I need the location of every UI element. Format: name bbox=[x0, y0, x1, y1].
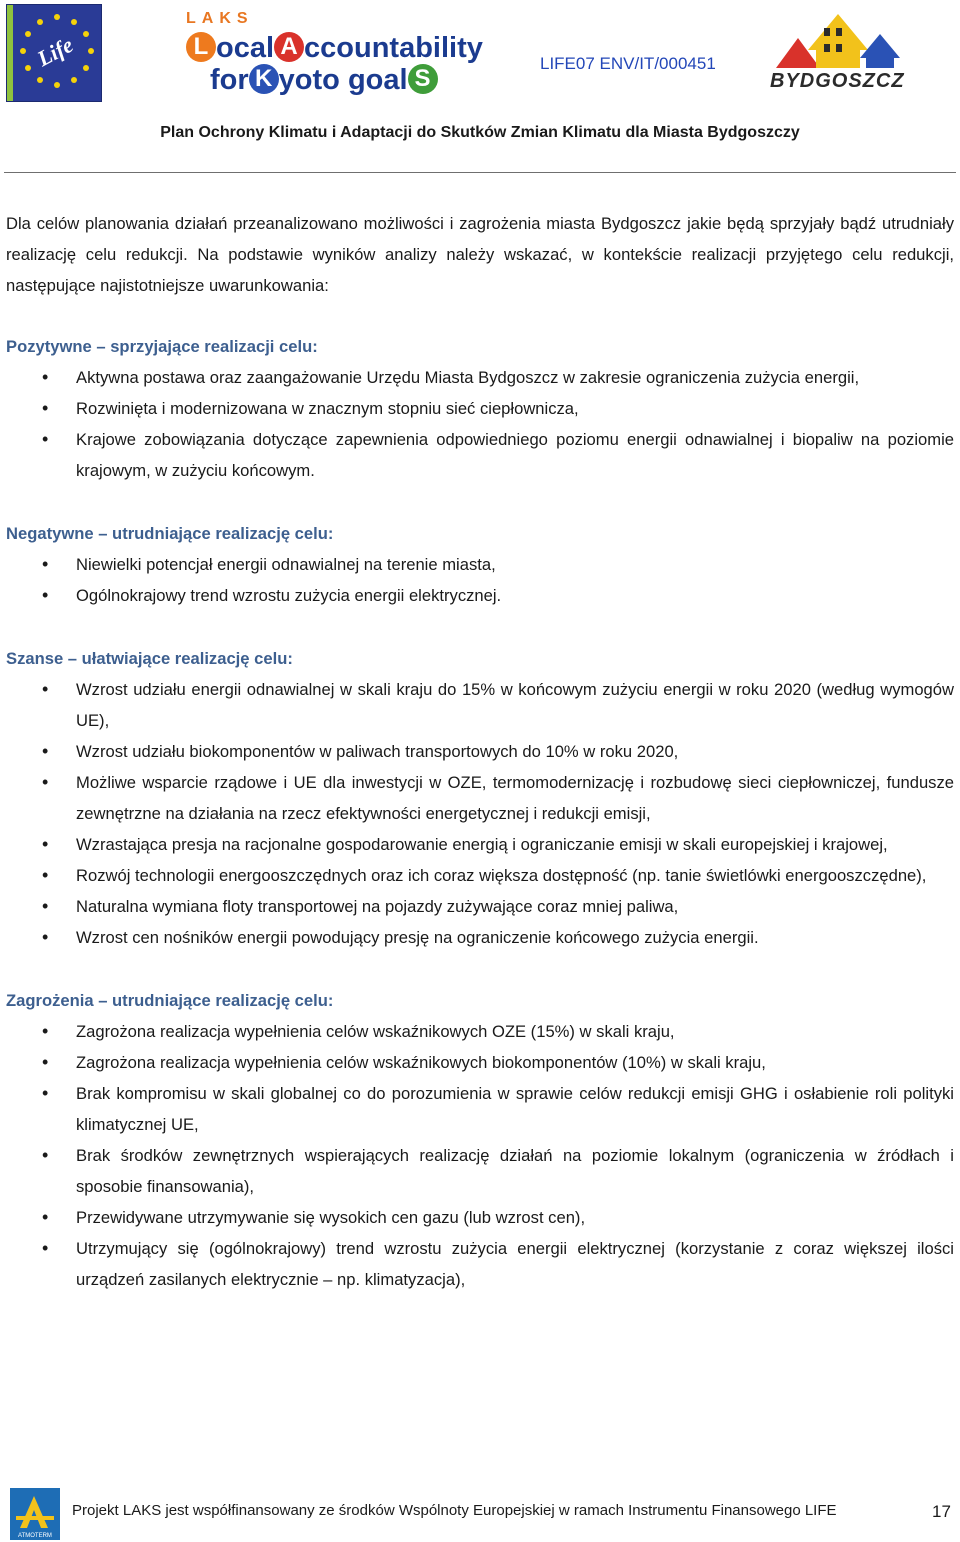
laks-word-for: for bbox=[210, 64, 249, 96]
laks-title-line1 bbox=[186, 32, 483, 65]
letter-bubble-l: L bbox=[186, 32, 216, 62]
list-item: • Możliwe wsparcie rządowe i UE dla inwestycji w OZE, termomodernizację i rozbudowę sieci ciepłowniczej, fundusze zewnętrzne na działania na rzecz efektywności energetycznej i redukcji emisji, bbox=[6, 767, 954, 829]
logo-green-strip bbox=[7, 5, 13, 102]
page-number: 17 bbox=[932, 1502, 951, 1521]
section-title-negative: Negatywne – utrudniające realizację celu: bbox=[6, 524, 334, 543]
threats-list bbox=[6, 1016, 954, 1295]
list-item: • Przewidywane utrzymywanie się wysokich cen gazu (lub wzrost cen), bbox=[6, 1202, 954, 1233]
list-item: • Wzrost udziału biokomponentów w paliwach transportowych do 10% w roku 2020, bbox=[6, 736, 954, 767]
list-item: • Zagrożona realizacja wypełnienia celów wskaźnikowych biokomponentów (10%) w skali kraju, bbox=[6, 1047, 954, 1078]
list-item: • Ogólnokrajowy trend wzrostu zużycia energii elektrycznej. bbox=[6, 580, 954, 611]
letter-bubble-k: K bbox=[249, 64, 279, 94]
opportunities-list bbox=[6, 674, 954, 953]
list-item: • Wzrost udziału energii odnawialnej w skali kraju do 15% w końcowym zużyciu energii w roku 2020 (według wymogów UE), bbox=[6, 674, 954, 736]
letter-bubble-a: A bbox=[274, 32, 304, 62]
life-eu-logo bbox=[6, 4, 102, 102]
list-item: • Brak kompromisu w skali globalnej co do porozumienia w sprawie celów redukcji emisji GHG i osłabienie roli polityki klimatycznej UE, bbox=[6, 1078, 954, 1140]
city-logo-text: BYDGOSZCZ bbox=[770, 70, 905, 92]
laks-small-title: LAKS bbox=[186, 10, 254, 27]
list-item: • Rozwinięta i modernizowana w znacznym stopniu sieć ciepłownicza, bbox=[6, 393, 954, 424]
footer-funding-text: Projekt LAKS jest współfinansowany ze środków Wspólnoty Europejskiej w ramach Instrumentu Finansowego LIFE bbox=[72, 1502, 837, 1519]
header-divider bbox=[4, 172, 956, 173]
project-code: LIFE07 ENV/IT/000451 bbox=[540, 54, 716, 73]
document-title: Plan Ochrony Klimatu i Adaptacji do Skutków Zmian Klimatu dla Miasta Bydgoszczy bbox=[160, 124, 800, 141]
list-item: • Niewielki potencjał energii odnawialnej na terenie miasta, bbox=[6, 549, 954, 580]
list-item: • Wzrastająca presja na racjonalne gospodarowanie energią i ograniczanie emisji w skali europejskiej i krajowej, bbox=[6, 829, 954, 860]
laks-title-line2 bbox=[210, 64, 438, 97]
atmoterm-logo-text: ATMOTERM bbox=[18, 1533, 52, 1539]
list-item: • Zagrożona realizacja wypełnienia celów wskaźnikowych OZE (15%) w skali kraju, bbox=[6, 1016, 954, 1047]
list-item: • Naturalna wymiana floty transportowej na pojazdy zużywające coraz mniej paliwa, bbox=[6, 891, 954, 922]
negative-list bbox=[6, 549, 954, 611]
positive-list bbox=[6, 362, 954, 486]
section-title-positive: Pozytywne – sprzyjające realizacji celu: bbox=[6, 337, 318, 356]
document-body bbox=[6, 208, 954, 1327]
list-item: • Krajowe zobowiązania dotyczące zapewnienia odpowiedniego poziomu energii odnawialnej i biopaliw na poziomie krajowym, w zużyciu końcowym. bbox=[6, 424, 954, 486]
laks-word-ccountability: ccountability bbox=[304, 32, 483, 64]
list-item: • Brak środków zewnętrznych wspierających realizację działań na poziomie lokalnym (ograniczenia w źródłach i sposobie finansowania), bbox=[6, 1140, 954, 1202]
list-item: • Wzrost cen nośników energii powodujący presję na ograniczenie końcowego zużycia energii. bbox=[6, 922, 954, 953]
list-item: • Aktywna postawa oraz zaangażowanie Urzędu Miasta Bydgoszcz w zakresie ograniczenia zużycia energii, bbox=[6, 362, 954, 393]
laks-word-yoto: yoto goal bbox=[278, 64, 408, 96]
life-logo-text: Life bbox=[33, 31, 78, 72]
section-title-threats: Zagrożenia – utrudniające realizację celu: bbox=[6, 991, 334, 1010]
intro-paragraph: Dla celów planowania działań przeanalizowano możliwości i zagrożenia miasta Bydgoszcz jakie będą sprzyjały bądź utrudniały realizację celu redukcji. Na podstawie wyników analizy należy wskazać, w kontekście realizacji przyjętego celu redukcji, następujące najistotniejsze uwarunkowania: bbox=[6, 214, 954, 295]
page-footer bbox=[0, 1478, 960, 1542]
letter-bubble-s: S bbox=[408, 64, 438, 94]
list-item: • Utrzymujący się (ogólnokrajowy) trend wzrostu zużycia energii elektrycznej (korzystanie z coraz większej ilości urządzeń zasilanych elektrycznie – np. klimatyzacja), bbox=[6, 1233, 954, 1295]
list-item: • Rozwój technologii energooszczędnych oraz ich coraz większa dostępność (np. tanie świetlówki energooszczędne), bbox=[6, 860, 954, 891]
section-title-opportunities: Szanse – ułatwiające realizację celu: bbox=[6, 649, 293, 668]
laks-word-ocal: ocal bbox=[216, 32, 275, 64]
atmoterm-logo-icon bbox=[10, 1488, 60, 1540]
page-header bbox=[0, 0, 960, 175]
